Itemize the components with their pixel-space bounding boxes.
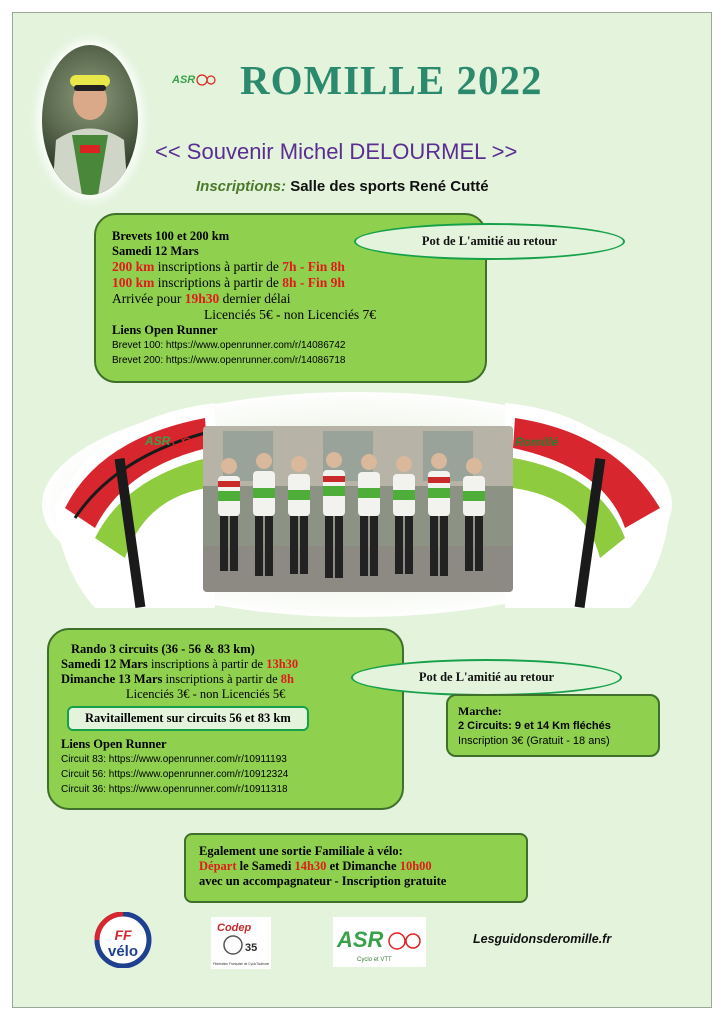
- brevet-100-dist: 100 km: [112, 275, 155, 290]
- brevet-100-time: 8h - Fin 9h: [282, 275, 345, 290]
- circuit-56-link[interactable]: Circuit 56: https://www.openrunner.com/r/10912324: [61, 769, 289, 780]
- brevet-200-text: inscriptions à partir de: [154, 259, 283, 274]
- arrival-time: 19h30: [184, 291, 220, 306]
- familiale-depart: Départ: [199, 859, 237, 873]
- rando-sun-text: inscriptions à partir de: [162, 672, 281, 686]
- asr-text: ASR: [337, 927, 384, 952]
- asr-small-logo: [172, 68, 216, 90]
- marche-box: [446, 694, 660, 757]
- familiale-sat-pre: le Samedi: [236, 859, 295, 873]
- rando-sun-day: Dimanche 13 Mars: [61, 672, 163, 686]
- marche-title: Marche:: [458, 704, 502, 718]
- inscriptions-line: [196, 178, 489, 195]
- rando-sat-day: Samedi 12 Mars: [61, 657, 148, 671]
- familiale-sat-time: 14h30: [294, 859, 327, 873]
- brevet-200-time: 7h - Fin 8h: [282, 259, 345, 274]
- brevets-title: Brevets 100 et 200 km: [112, 229, 230, 243]
- arrival-post: dernier délai: [219, 291, 291, 306]
- brevet-100-link[interactable]: Brevet 100: https://www.openrunner.com/r/14086742: [112, 340, 346, 351]
- brevet-100-text: inscriptions à partir de: [154, 275, 283, 290]
- brevet-100-line: [112, 275, 469, 291]
- rando-sat-time: 13h30: [266, 657, 299, 671]
- rando-title: Rando 3 circuits (36 - 56 & 83 km): [71, 642, 255, 656]
- pot-amitie-oval-2: Pot de L'amitié au retour: [351, 659, 622, 696]
- page-title: ROMILLE 2022: [240, 57, 543, 103]
- codep-caption: Fédération Française de CycloTourisme: [212, 962, 270, 966]
- cyclist-portrait: [42, 45, 138, 195]
- rando-links-title: Liens Open Runner: [61, 737, 167, 751]
- asr-caption: Cyclo et VTT: [357, 957, 392, 963]
- circuit-83-link[interactable]: Circuit 83: https://www.openrunner.com/r/10911193: [61, 754, 287, 765]
- brevet-200-dist: 200 km: [112, 259, 155, 274]
- inscriptions-label: Inscriptions:: [196, 178, 287, 195]
- familiale-line3: avec un accompagnateur - Inscription gratuite: [199, 874, 447, 888]
- ravitaillement-label: Ravitaillement sur circuits 56 et 83 km: [67, 706, 309, 731]
- familiale-line1: Egalement une sortie Familiale à vélo:: [199, 844, 403, 858]
- ffvelo-top-text: FF: [114, 927, 132, 943]
- brevet-200-link[interactable]: Brevet 200: https://www.openrunner.com/r/14086718: [112, 355, 346, 366]
- brevets-prices: Licenciés 5€ - non Licenciés 7€: [204, 307, 377, 322]
- familiale-box: [184, 833, 528, 903]
- ffvelo-logo: [90, 912, 156, 968]
- subtitle: << Souvenir Michel DELOURMEL >>: [155, 139, 518, 164]
- familiale-line2: [199, 859, 513, 874]
- marche-inscription: Inscription 3€ (Gratuit - 18 ans): [458, 735, 610, 747]
- codep-number: 35: [245, 942, 258, 954]
- codep-logo: [211, 917, 271, 969]
- jersey-right-graphic: [505, 398, 670, 608]
- codep-text: Codep: [217, 922, 252, 934]
- circuit-36-link[interactable]: Circuit 36: https://www.openrunner.com/r/10911318: [61, 784, 288, 795]
- asr-logo: [333, 917, 426, 967]
- rando-sun-time: 8h: [280, 672, 294, 686]
- familiale-sun-pre: et Dimanche: [326, 859, 400, 873]
- brevet-200-line: [112, 259, 469, 275]
- ffvelo-bottom-text: vélo: [107, 943, 139, 960]
- rando-prices: Licenciés 3€ - non Licenciés 5€: [126, 687, 286, 701]
- pot-amitie-oval-1: Pot de L'amitié au retour: [354, 223, 625, 260]
- inscriptions-place: Salle des sports René Cutté: [290, 178, 489, 195]
- brevets-links-title: Liens Open Runner: [112, 323, 218, 337]
- group-photo: [203, 426, 513, 592]
- rando-sat-text: inscriptions à partir de: [147, 657, 267, 671]
- asr-photo-logo: [145, 430, 193, 452]
- asr-small-text: ASR: [172, 74, 196, 86]
- arrival-line: [112, 291, 469, 307]
- rando-saturday-line: [61, 657, 390, 672]
- rando-sunday-line: [61, 672, 390, 687]
- rando-box: [47, 628, 404, 810]
- familiale-sun-time: 10h00: [399, 859, 432, 873]
- marche-circuits: 2 Circuits: 9 et 14 Km fléchés: [458, 720, 611, 732]
- site-url[interactable]: Lesguidonsderomille.fr: [473, 932, 612, 946]
- romille-logo-text: Romillé: [515, 435, 559, 449]
- brevets-date: Samedi 12 Mars: [112, 244, 199, 258]
- arrival-pre: Arrivée pour: [112, 291, 185, 306]
- asr-photo-text: ASR: [145, 434, 171, 448]
